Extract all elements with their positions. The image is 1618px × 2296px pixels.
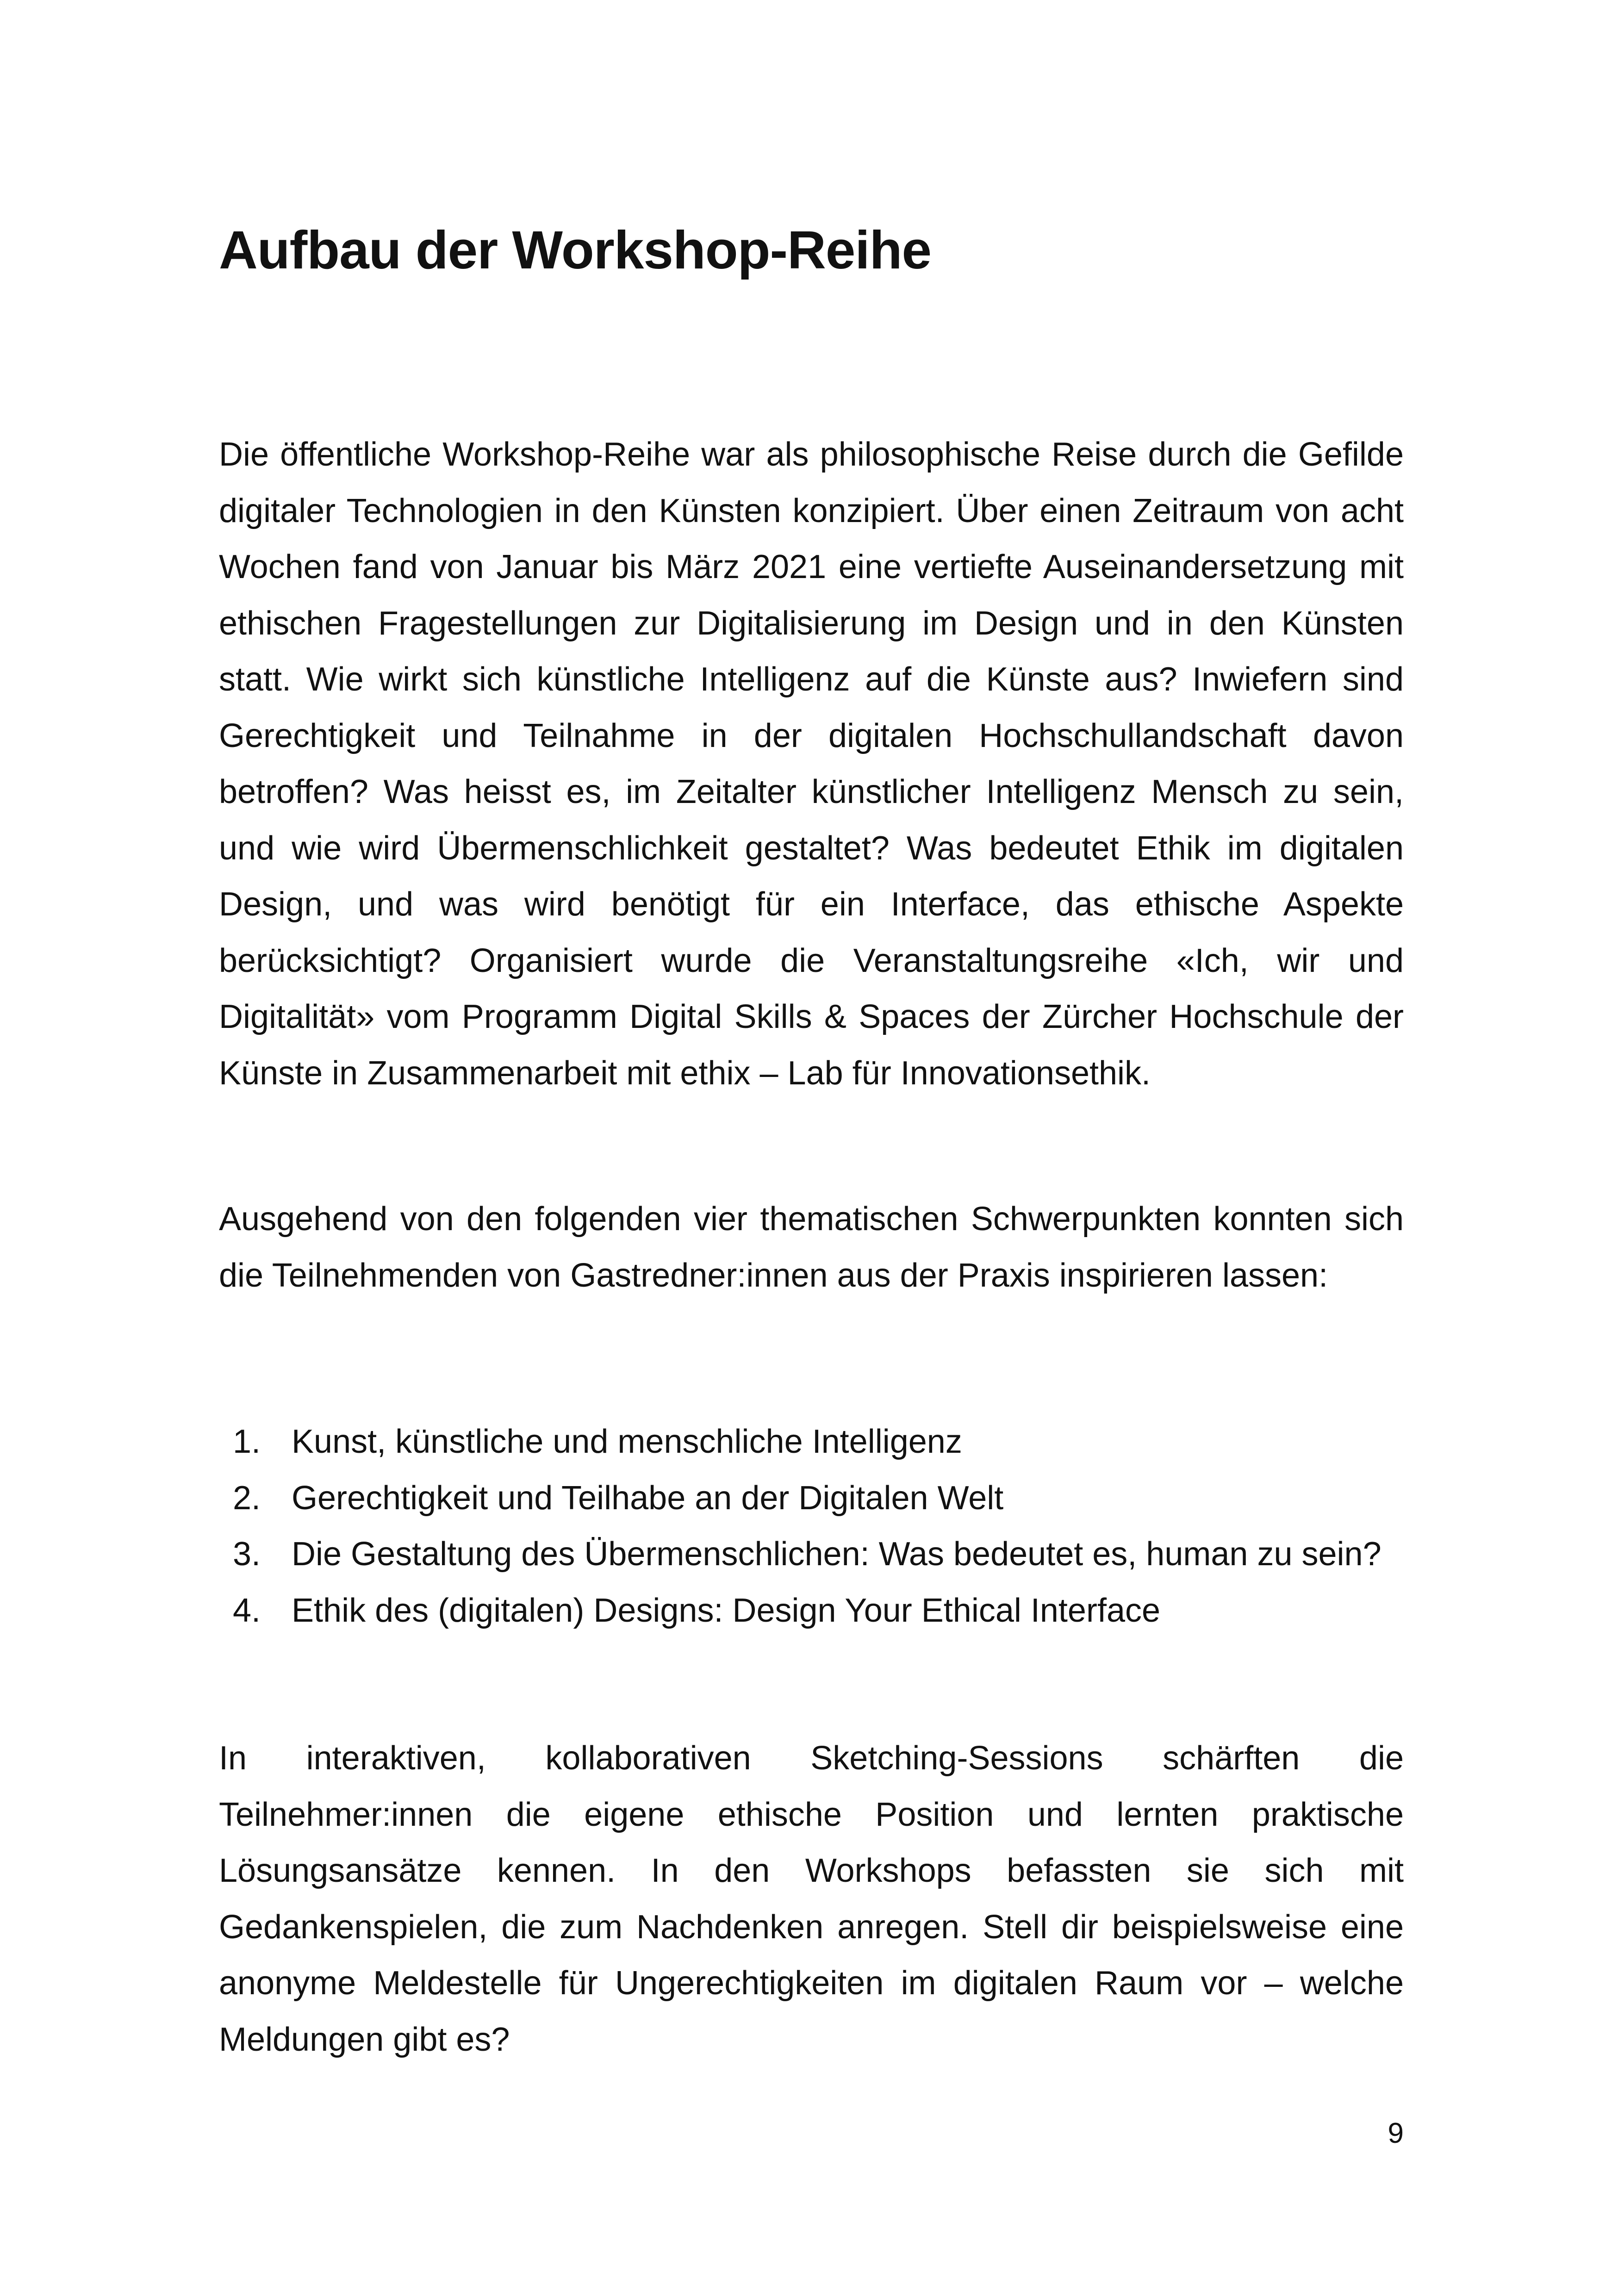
page-number: 9	[1388, 2117, 1404, 2149]
list-item-text: Ethik des (digitalen) Designs: Design Your Ethical Interface	[292, 1592, 1161, 1629]
topics-list	[219, 1414, 1404, 1639]
list-item-number: 2.	[232, 1479, 261, 1517]
sessions-paragraph: In interaktiven, kollaborativen Sketching-Sessions schärften die Teilnehmer:innen die eigene ethische Position und lernten praktische Lösungsansätze kennen. In den Workshops befassten sie sich mit Gedankenspielen, die zum Nachdenken anregen. Stell dir beispielsweise eine anonyme Meldestelle für Ungerechtigkeiten im digitalen Raum vor – welche Meldungen gibt es?	[219, 1740, 1404, 2058]
list-item	[219, 1470, 1404, 1527]
list-item-number: 3.	[232, 1536, 261, 1573]
list-item-text: Kunst, künstliche und menschliche Intelligenz	[292, 1423, 962, 1460]
list-item-text: Die Gestaltung des Übermenschlichen: Was bedeutet es, human zu sein?	[292, 1536, 1382, 1573]
page-title: Aufbau der Workshop-Reihe	[219, 220, 931, 280]
list-item-number: 1.	[232, 1423, 261, 1460]
list-item-number: 4.	[232, 1592, 261, 1629]
list-item	[219, 1583, 1404, 1639]
list-item	[219, 1414, 1404, 1470]
intro-paragraph: Die öffentliche Workshop-Reihe war als philosophische Reise durch die Gefilde digitaler Technologien in den Künsten konzipiert. Über einen Zeitraum von acht Wochen fand von Januar bis März 2021 eine vertiefte Auseinandersetzung mit ethischen Fragestellungen zur Digitalisierung im Design und in den Künsten statt. Wie wirkt sich künstliche Intelligenz auf die Künste aus? Inwiefern sind Gerechtigkeit und Teilnahme in der digitalen Hochschullandschaft davon betroffen? Was heisst es, im Zeitalter künstlicher Intelligenz Mensch zu sein, und wie wird Übermenschlichkeit gestaltet? Was bedeutet Ethik im digitalen Design, und was wird benötigt für ein Interface, das ethische Aspekte berücksichtigt? Organisiert wurde die Veranstaltungsreihe «Ich, wir und Digitalität» vom Programm Digital Skills & Spaces der Zürcher Hochschule der Künste in Zusammenarbeit mit ethix – Lab für Innovationsethik.	[219, 436, 1404, 1092]
topics-intro-paragraph: Ausgehend von den folgenden vier thematischen Schwerpunkten konnten sich die Teilnehmenden von Gastredner:innen aus der Praxis inspirieren lassen:	[219, 1201, 1404, 1294]
list-item-text: Gerechtigkeit und Teilhabe an der Digitalen Welt	[292, 1479, 1004, 1517]
list-item	[219, 1526, 1404, 1583]
